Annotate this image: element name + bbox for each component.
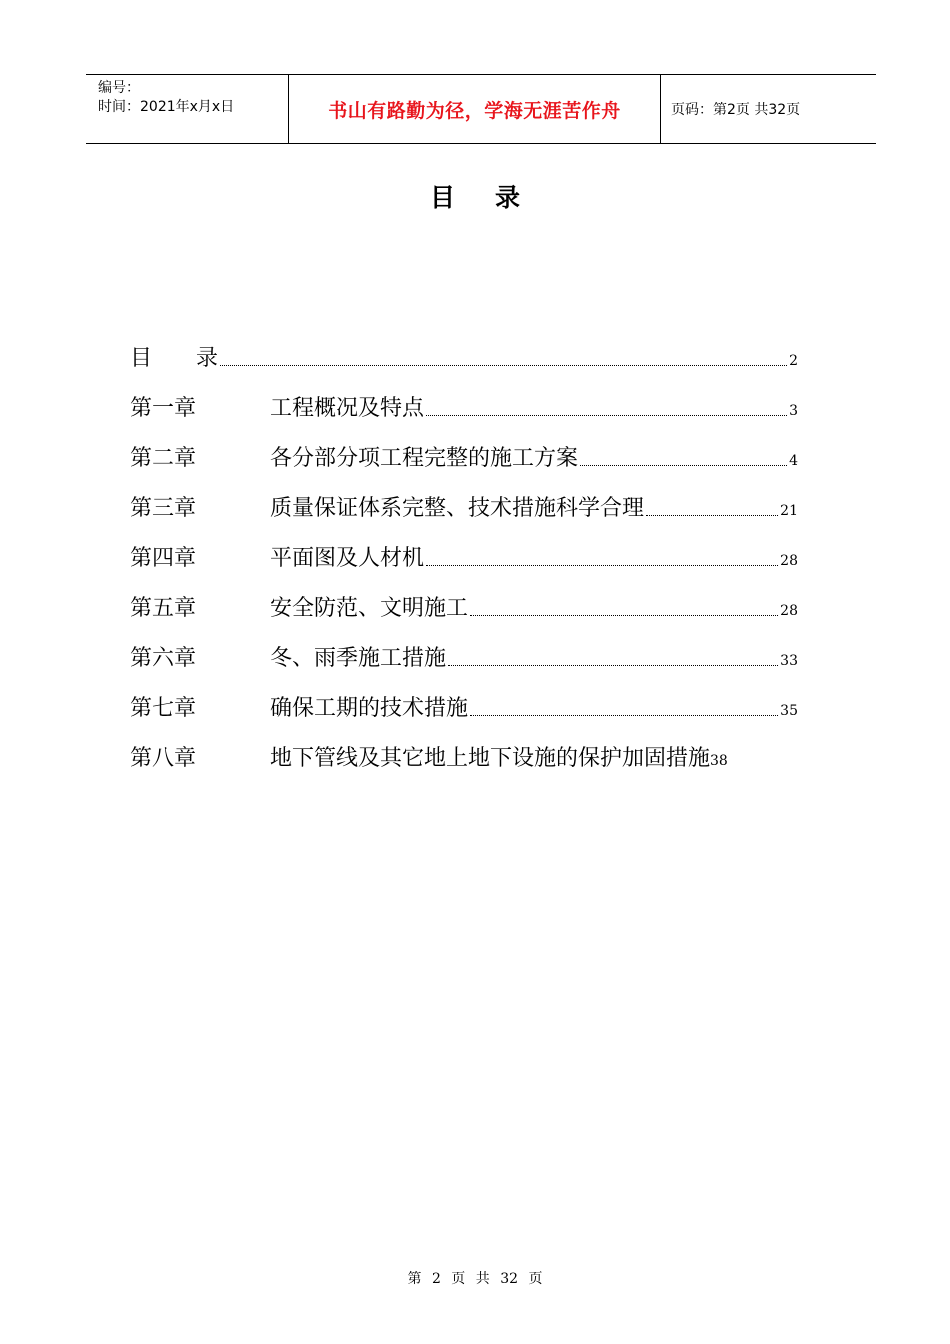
- toc-entry[interactable]: [130, 422, 798, 472]
- toc-leader: [580, 465, 787, 466]
- toc-chapter: 目录: [130, 346, 263, 371]
- toc-title: 确保工期的技术措施: [270, 696, 469, 721]
- toc-page-number: 4: [789, 453, 798, 469]
- toc-title: 工程概况及特点: [270, 396, 425, 421]
- toc-title: 各分部分项工程完整的施工方案: [270, 446, 579, 471]
- toc-entry[interactable]: [130, 672, 798, 722]
- toc-entry[interactable]: [130, 372, 798, 422]
- toc-entry[interactable]: [130, 522, 798, 572]
- toc-title: 安全防范、文明施工: [270, 596, 469, 621]
- toc-leader: [426, 415, 787, 416]
- toc-entry[interactable]: [130, 572, 798, 622]
- toc-page-number: 2: [789, 353, 798, 369]
- header-meta: [86, 75, 288, 143]
- header-motto: 书山有路勤为径，学海无涯苦作舟: [328, 99, 621, 122]
- toc-page-number: 33: [780, 653, 798, 669]
- toc-page-number: 28: [780, 553, 798, 569]
- header-motto-cell: [288, 75, 661, 143]
- toc-page-number: 21: [780, 503, 798, 519]
- toc-chapter: 第五章: [130, 596, 197, 621]
- toc-leader: [470, 715, 778, 716]
- toc-entry[interactable]: [130, 472, 798, 522]
- toc-entry[interactable]: [130, 722, 798, 772]
- toc-page-number: 35: [780, 703, 798, 719]
- toc-leader: [426, 565, 778, 566]
- toc-leader: [448, 665, 778, 666]
- toc-chapter: 第四章: [130, 546, 197, 571]
- toc-title: 地下管线及其它地上地下设施的保护加固措施: [270, 746, 711, 771]
- toc-chapter: 第七章: [130, 696, 197, 721]
- toc-leader: [470, 615, 778, 616]
- toc-title: 平面图及人材机: [270, 546, 425, 571]
- document-time-label: 时间：2021年x月x日: [98, 99, 235, 115]
- toc-title: 冬、雨季施工措施: [270, 646, 447, 671]
- page-footer: 第 2 页 共 32 页: [407, 1271, 543, 1287]
- toc-chapter: 第六章: [130, 646, 197, 671]
- toc-leader: [646, 515, 778, 516]
- header-page-info: 页码：第2页 共32页: [671, 102, 801, 118]
- toc-chapter: 第三章: [130, 496, 197, 521]
- toc-entry[interactable]: [130, 322, 798, 372]
- toc-page-number: 28: [780, 603, 798, 619]
- toc-leader: [220, 365, 787, 366]
- toc-entry[interactable]: [130, 622, 798, 672]
- toc-title: 质量保证体系完整、技术措施科学合理: [270, 496, 645, 521]
- document-number-label: 编号：: [98, 80, 140, 96]
- page-header: [86, 74, 876, 144]
- toc-chapter: 第一章: [130, 396, 197, 421]
- toc-page-number: 3: [789, 403, 798, 419]
- toc-chapter: 第二章: [130, 446, 197, 471]
- toc-chapter: 第八章: [130, 746, 197, 771]
- table-of-contents: [130, 322, 798, 772]
- page-title: 目录: [429, 183, 560, 212]
- toc-page-number: 38: [710, 753, 728, 769]
